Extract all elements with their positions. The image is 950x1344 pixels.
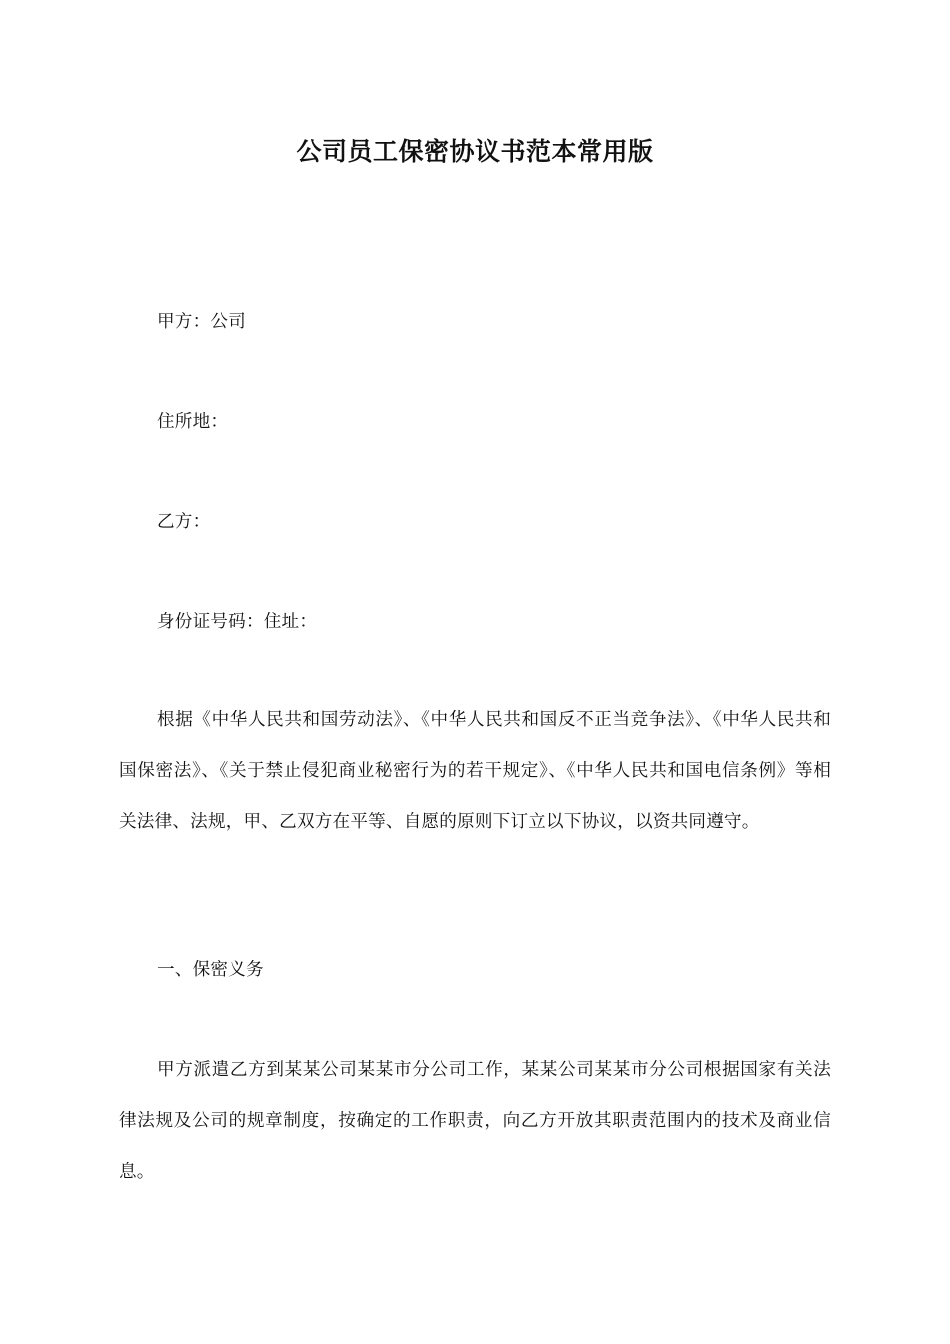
id-address-line: 身份证号码：住址： xyxy=(157,612,318,632)
confidentiality-duty-paragraph: 甲方派遣乙方到某某公司某某市分公司工作，某某公司某某市分公司根据国家有关法律法规及公司的规章制度，按确定的工作职责，向乙方开放其职责范围内的技术及商业信息。 xyxy=(119,1060,831,1182)
section-1-heading: 一、保密义务 xyxy=(157,960,264,980)
party-a-line: 甲方：公司 xyxy=(157,312,246,332)
legal-basis-paragraph: 根据《中华人民共和国劳动法》、《中华人民共和国反不正当竞争法》、《中华人民共和国保密法》、《关于禁止侵犯商业秘密行为的若干规定》、《中华人民共和国电信条例》等相关法律、法规，甲、乙双方在平等、自愿的原则下订立以下协议，以资共同遵守。 xyxy=(119,710,831,832)
address-line: 住所地： xyxy=(157,412,229,432)
party-b-line: 乙方： xyxy=(157,512,211,532)
document-title: 公司员工保密协议书范本常用版 xyxy=(296,137,654,166)
